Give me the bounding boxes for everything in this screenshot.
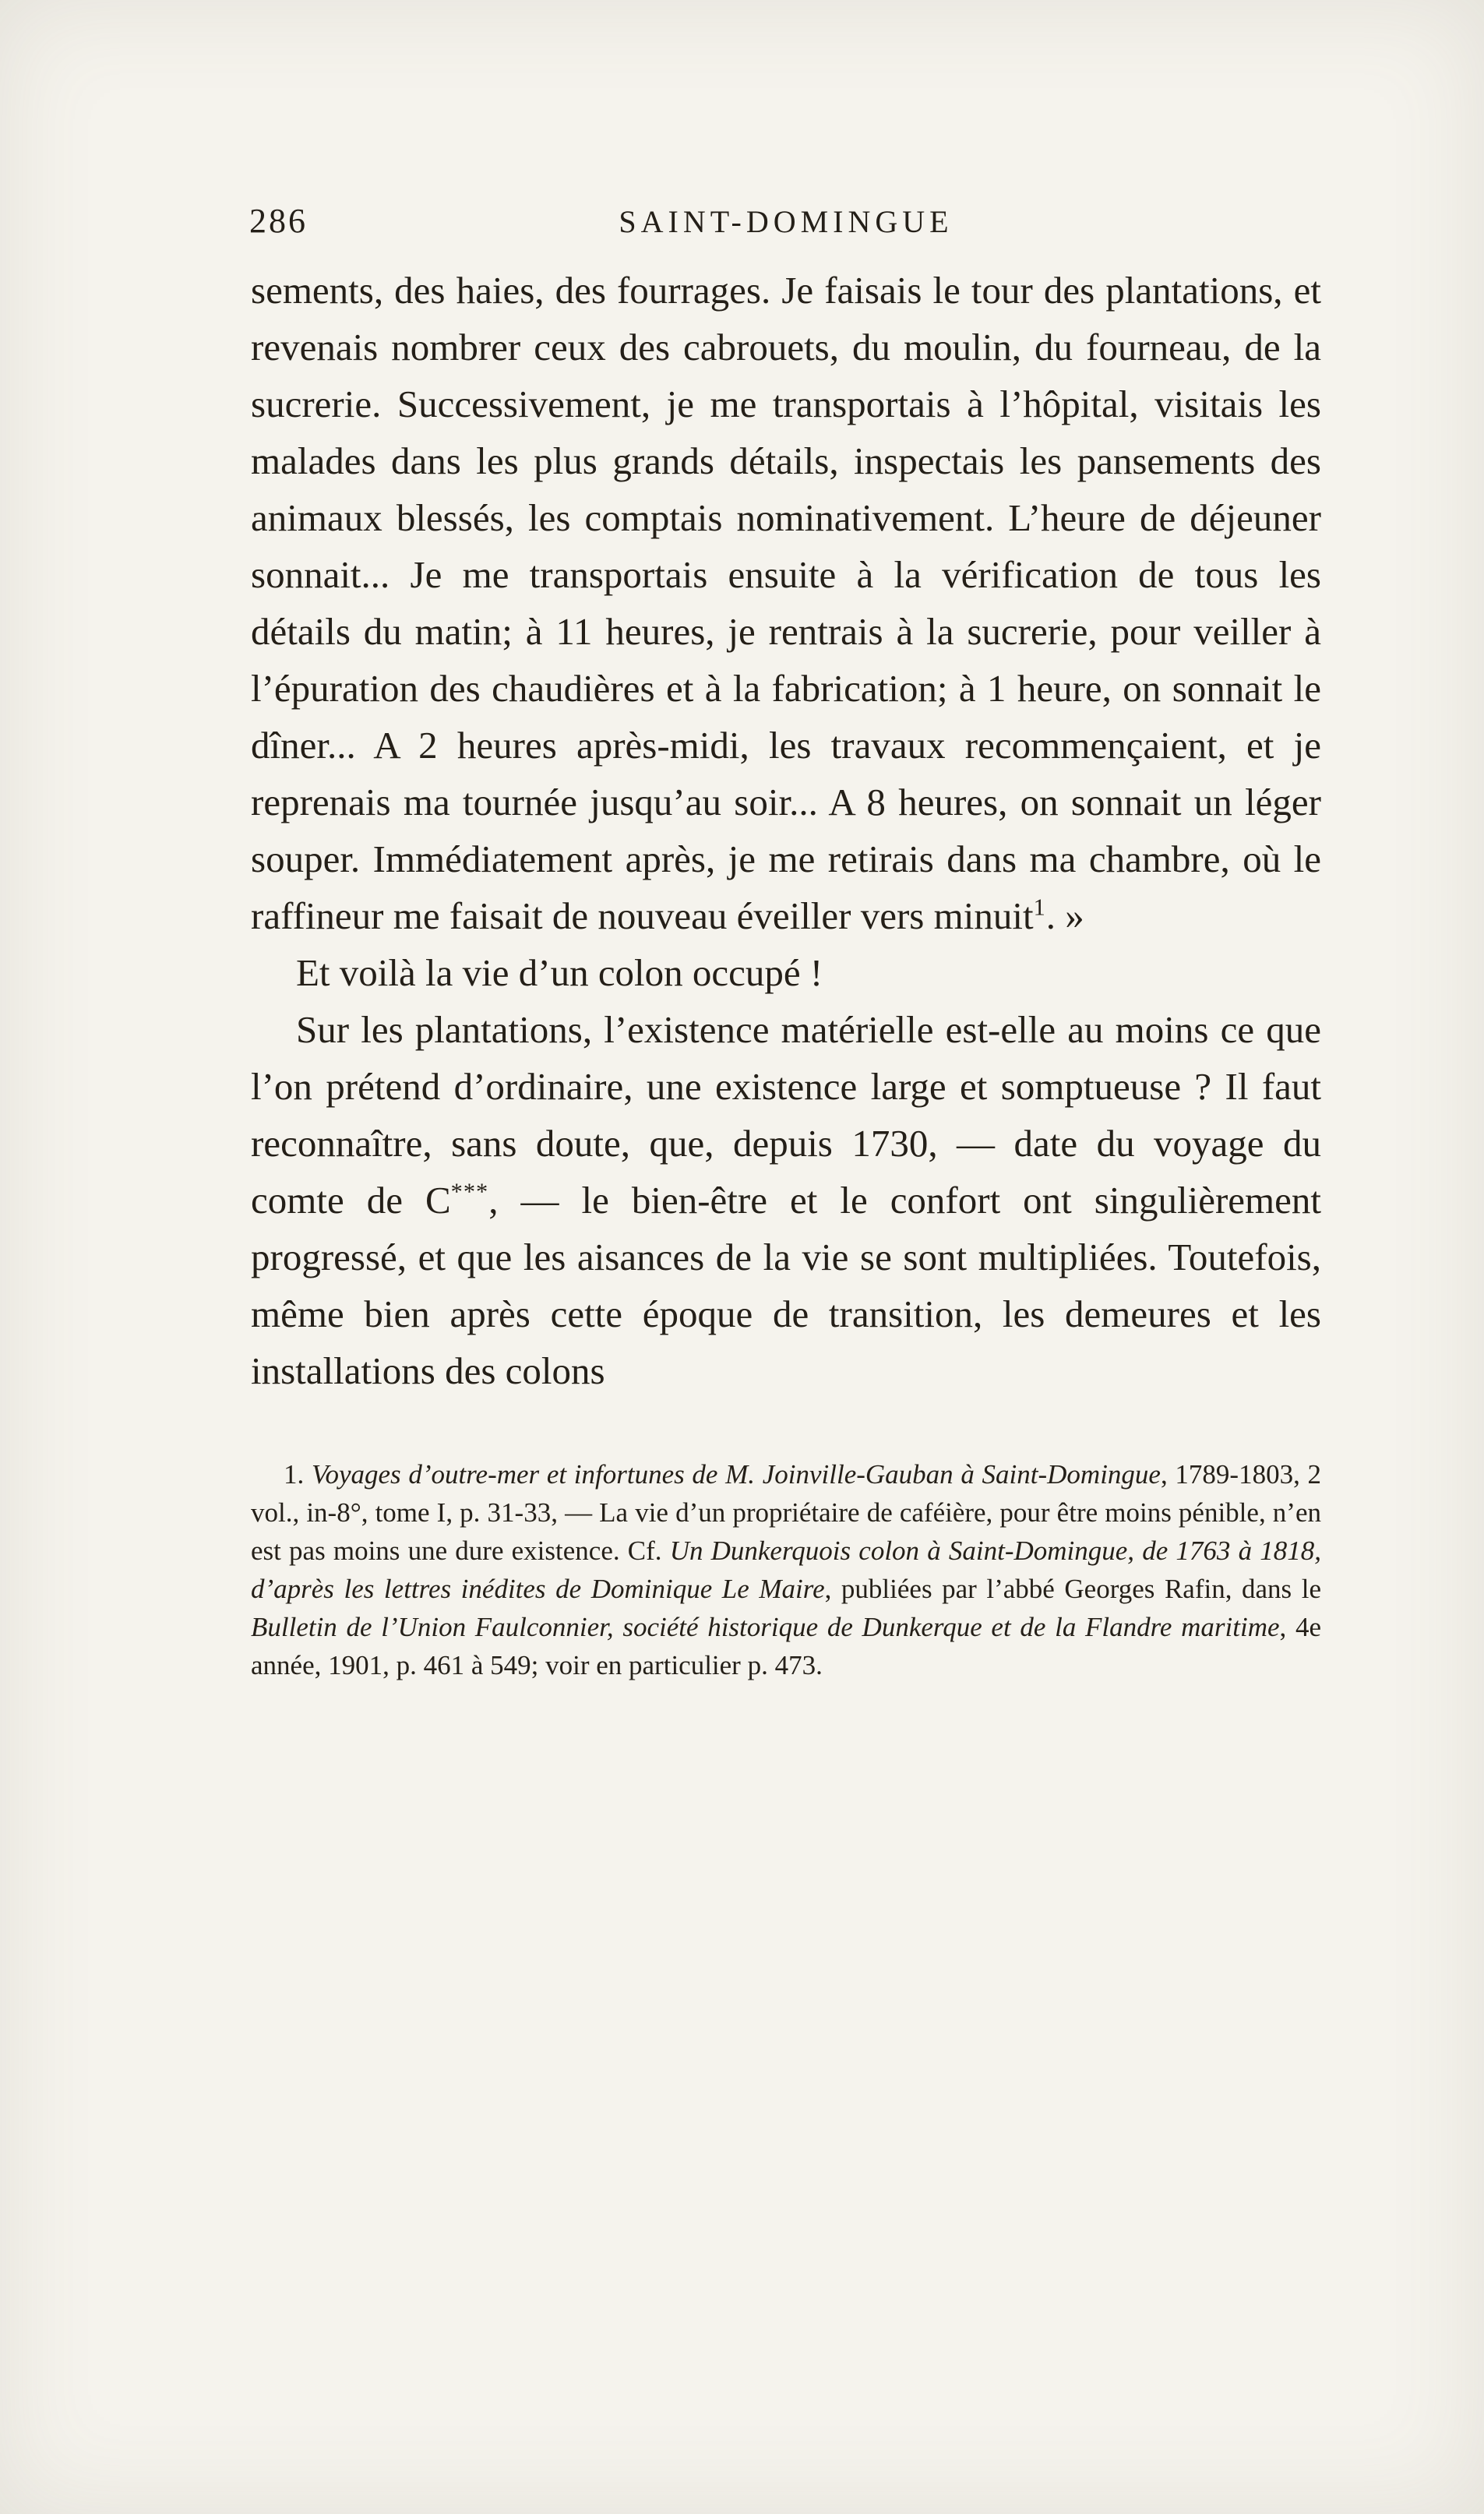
footnote-journal-title: Bulletin de l’Union Faulconnier, société historique de Dunkerque et de la Flandre maritime: [251, 1612, 1280, 1642]
footnote-work-title: Voyages d’outre-mer et infortunes de M. Joinville-Gauban à Saint-Domingue: [311, 1459, 1161, 1490]
page-number: 286: [249, 202, 308, 240]
footnote-text: , 1789-1803, 2 vol., in-8°, tome I, p. 31-33, — La vie d’un propriétaire de caféière, pour être moins pénible, n’en est pas moins une dure existence. Cf.: [251, 1459, 1322, 1566]
text-block: [251, 196, 1321, 1684]
paragraph-text: Sur les plantations, l’existence matérielle est-elle au moins ce que l’on prétend d’ordinaire, une existence large et somptueuse ? Il faut reconnaître, sans doute, que, depuis 1730, — date du voyage du comte de C: [251, 1008, 1321, 1222]
footnote-1: [251, 1455, 1321, 1684]
paragraph-text: , — le bien-être et le confort ont singulièrement progressé, et que les aisances de la vie se sont multipliées. Toutefois, même bien après cette époque de transition, les demeures et les installations des colons: [251, 1179, 1322, 1392]
page-header: [251, 196, 1321, 245]
footnote-number: 1.: [284, 1459, 312, 1490]
footnote-work-title: Un Dunkerquois colon à Saint-Domingue, de 1763 à 1818, d’après les lettres inédites de Dominique Le Maire: [251, 1536, 1321, 1604]
running-title: SAINT-DOMINGUE: [619, 204, 953, 239]
paragraph-journal-quote: [251, 262, 1321, 944]
paragraph-exclamation: Et voilà la vie d’un colon occupé !: [296, 951, 823, 994]
footnote-text: , publiées par l’abbé Georges Rafin, dans le: [824, 1574, 1321, 1604]
paragraph-plantations: [251, 1001, 1321, 1399]
footnote-text: , 4e année, 1901, p. 461 à 549; voir en particulier p. 473.: [251, 1612, 1321, 1680]
paragraph-text: sements, des haies, des fourrages. Je faisais le tour des plantations, et revenais nombrer ceux des cabrouets, du moulin, du fourneau, de la sucrerie. Successivement, je me transportais à l’hôpital, visitais les malades dans les plus grands détails, inspectais les pansements des animaux blessés, les comptais nominativement. L’heure de déjeuner sonnait... Je me transportais ensuite à la vérification de tous les détails du matin; à 11 heures, je rentrais à la sucrerie, pour veiller à l’épuration des chaudières et à la fabrication; à 1 heure, on sonnait le dîner... A 2 heures après-midi, les travaux recommençaient, et je reprenais ma tournée jusqu’au soir... A 8 heures, on sonnait un léger souper. Immédiatement après, je me retirais dans ma chambre, où le raffineur me faisait de nouveau éveiller vers minuit: [251, 269, 1321, 937]
closing-quote: . »: [1045, 894, 1084, 937]
footnote-reference-mark: 1: [1033, 894, 1046, 921]
asterisks-superscript: ***: [450, 1178, 489, 1205]
